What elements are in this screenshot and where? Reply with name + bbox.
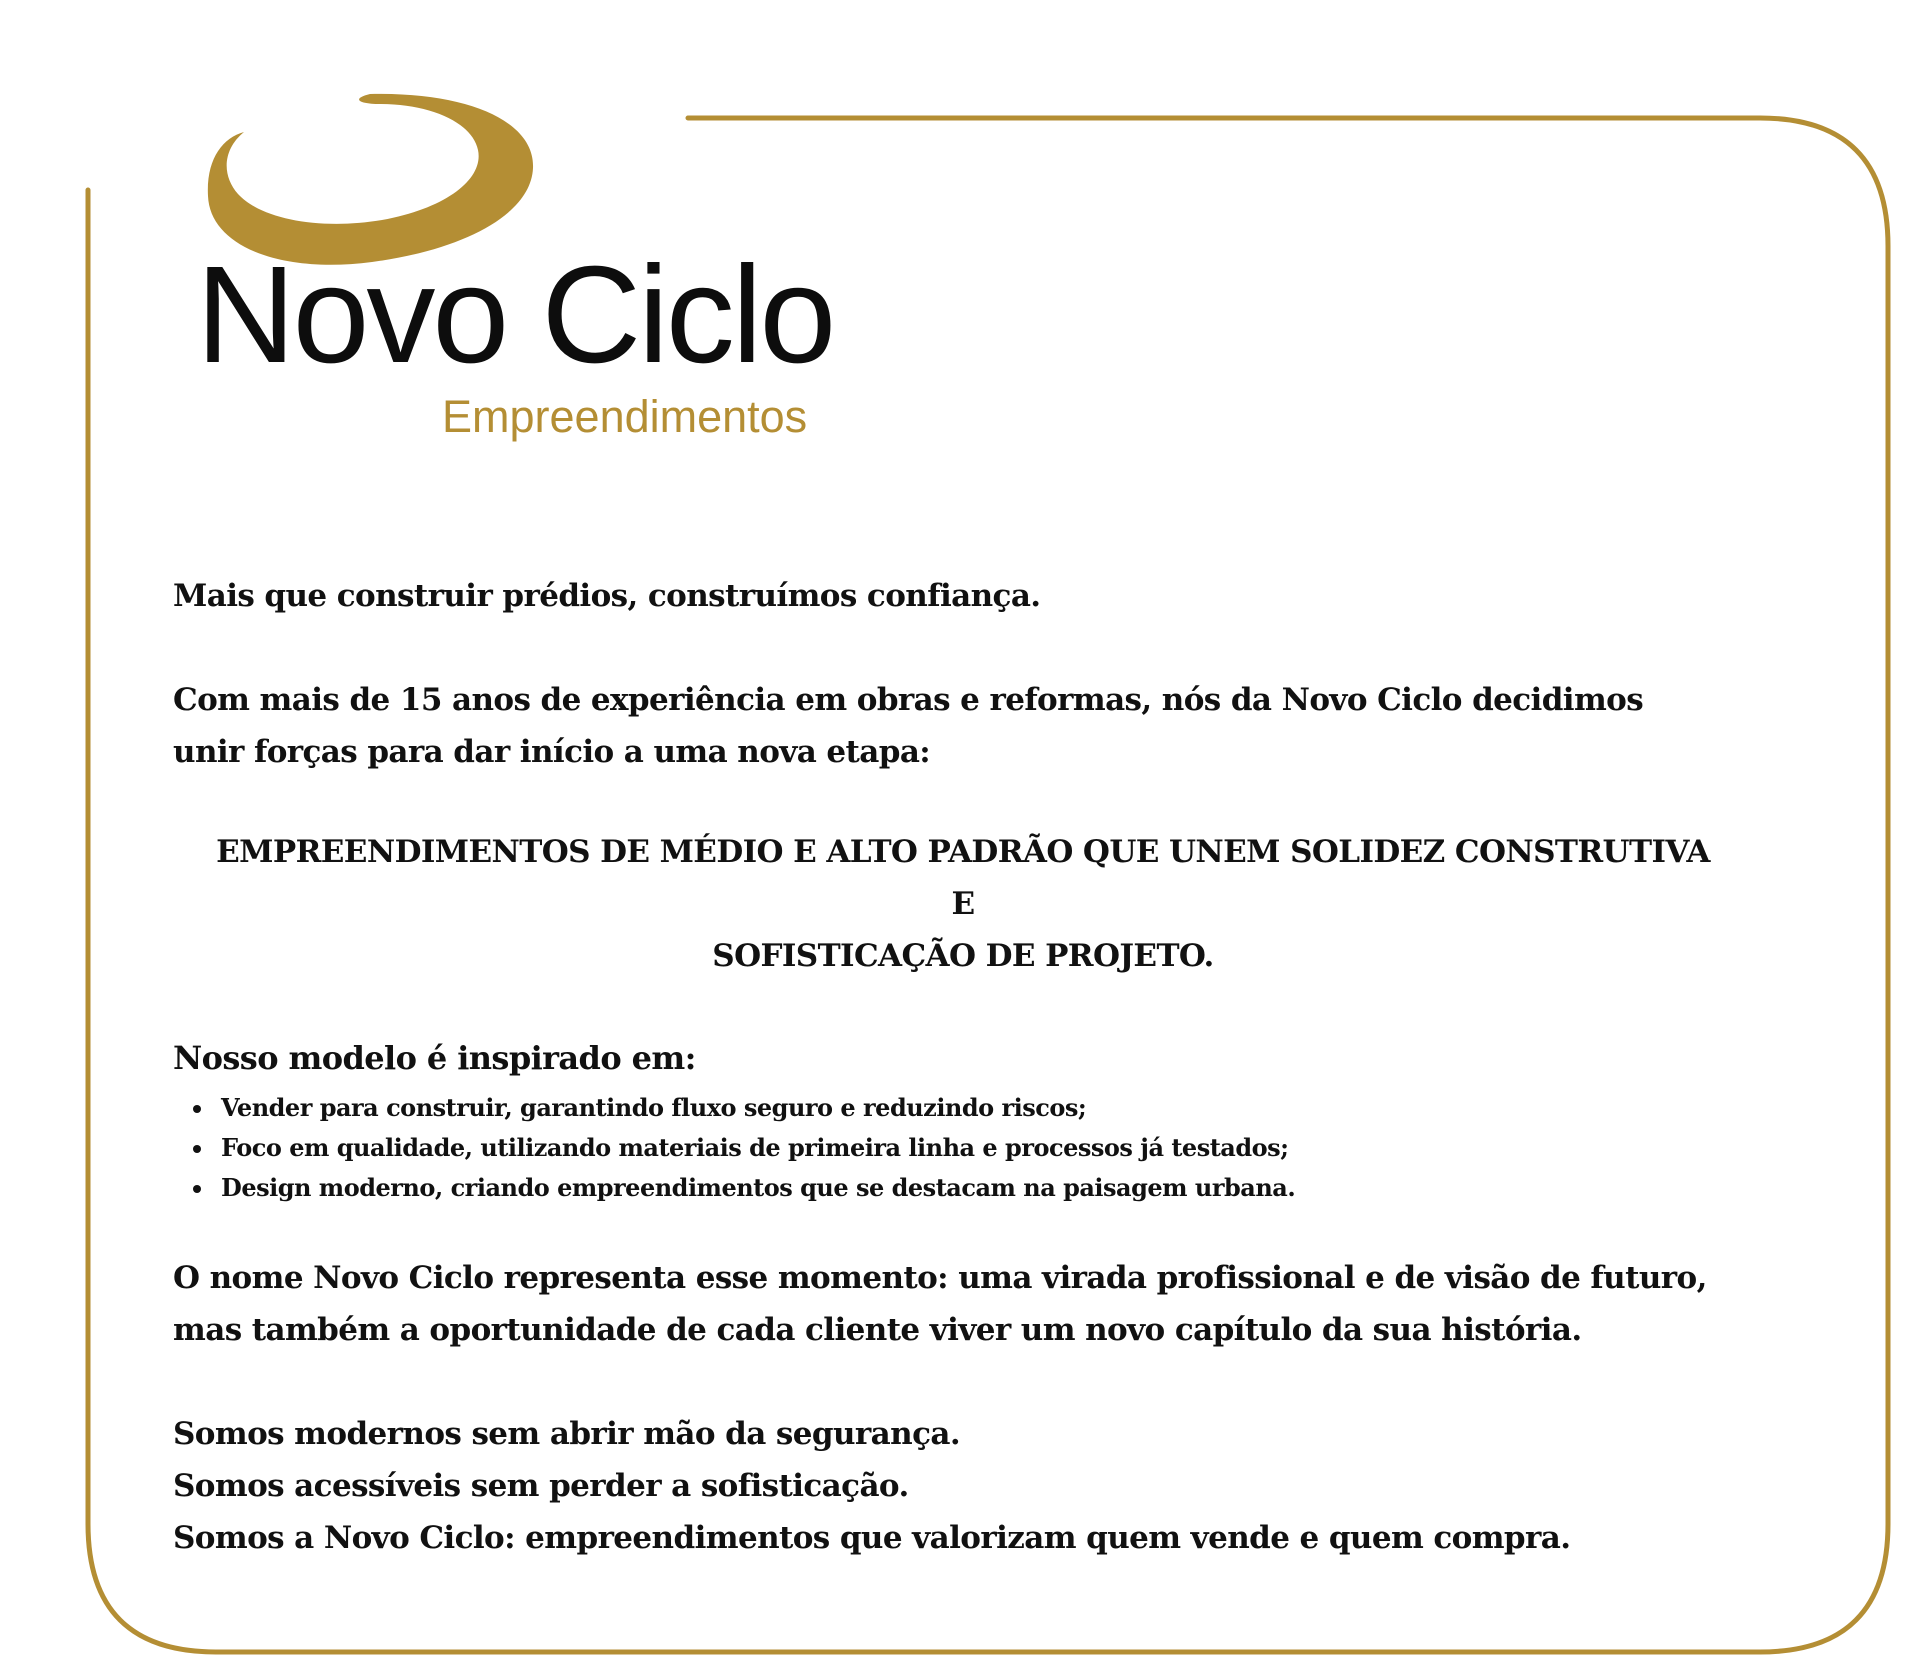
list-item [173, 1168, 1713, 1208]
tagline: Mais que construir prédios, construímos confiança. [173, 578, 1041, 614]
headline [173, 826, 1713, 982]
bullet-icon [193, 1145, 201, 1153]
bullet-text: Foco em qualidade, utilizando materiais de primeira linha e processos já testados; [221, 1133, 1289, 1162]
bullet-icon [193, 1105, 201, 1113]
headline-line-2: SOFISTICAÇÃO DE PROJETO. [712, 938, 1214, 974]
brand-name: Novo Ciclo [196, 238, 834, 392]
closing-line-2: Somos acessíveis sem perder a sofisticação. [173, 1468, 909, 1504]
closing-line-1: Somos modernos sem abrir mão da segurança. [173, 1416, 961, 1452]
closing-statements [173, 1408, 1713, 1564]
bullet-text: Design moderno, criando empreendimentos que se destacam na paisagem urbana. [221, 1173, 1296, 1202]
intro-paragraph: Com mais de 15 anos de experiência em obras e reformas, nós da Novo Ciclo decidimos unir forças para dar início a uma nova etapa: [173, 682, 1644, 770]
model-bullet-list [173, 1088, 1713, 1208]
model-title: Nosso modelo é inspirado em: [173, 1039, 696, 1077]
bullet-text: Vender para construir, garantindo fluxo seguro e reduzindo riscos; [221, 1093, 1087, 1122]
headline-line-1: EMPREENDIMENTOS DE MÉDIO E ALTO PADRÃO QUE UNEM SOLIDEZ CONSTRUTIVA E [216, 834, 1710, 922]
list-item [173, 1088, 1713, 1128]
document-body [173, 570, 1713, 1564]
bullet-icon [193, 1185, 201, 1193]
closing-line-3: Somos a Novo Ciclo: empreendimentos que valorizam quem vende e quem compra. [173, 1520, 1571, 1556]
brand-subtitle: Empreendimentos [442, 391, 808, 442]
name-meaning-paragraph: O nome Novo Ciclo representa esse momento: uma virada profissional e de visão de futuro, mas também a oportunidade de cada cliente viver um novo capítulo da sua história. [173, 1260, 1707, 1348]
list-item [173, 1128, 1713, 1168]
